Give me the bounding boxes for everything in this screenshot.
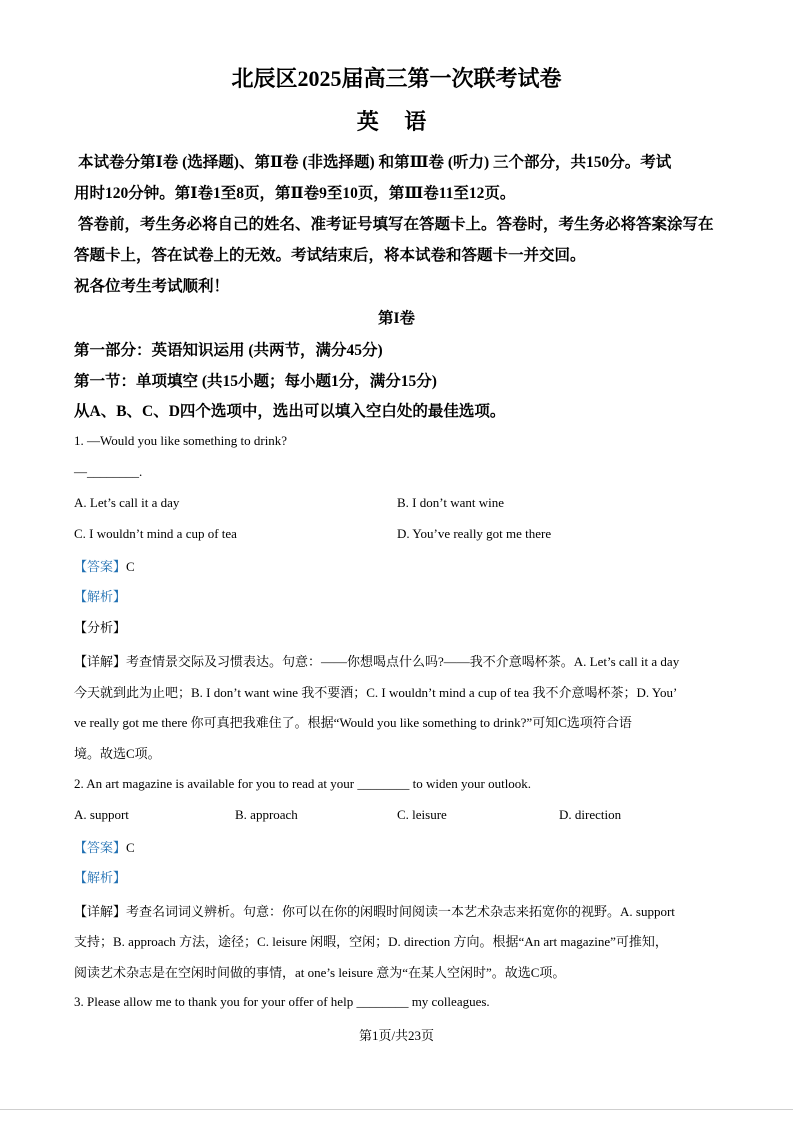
q1-option-c: C. I wouldn’t mind a cup of tea (74, 526, 237, 541)
q2-option-b: B. approach (235, 807, 298, 822)
q1-stem: 1. —Would you like something to drink? (74, 433, 288, 448)
q2-option-a: A. support (74, 807, 129, 822)
q1-detail-line-4: 境。故选C项。 (74, 746, 161, 761)
exam-title: 北辰区2025届高三第一次联考试卷 (231, 66, 562, 91)
q1-analysis-label: 【解析】 (74, 589, 127, 604)
q2-analysis-label: 【解析】 (74, 870, 127, 885)
volume-heading: 第I卷 (377, 310, 416, 327)
q2-option-d: D. direction (559, 807, 622, 822)
bottom-divider (0, 1109, 793, 1110)
q2-answer-value: C (126, 840, 135, 855)
intro-line-1: 本试卷分第Ⅰ卷 (选择题)、第Ⅱ卷 (非选择题) 和第Ⅲ卷 (听力) 三个部分，共150分。考试 (78, 154, 672, 171)
q2-stem: 2. An art magazine is available for you to read at your ________ to widen your outlook. (74, 776, 532, 791)
q2-detail-line-1: 【详解】考查名词词义辨析。句意：你可以在你的闲暇时间阅读一本艺术杂志来拓宽你的视野。A. support (74, 904, 675, 919)
answer-label: 【答案】 (74, 559, 127, 574)
q1-answer-row (74, 556, 135, 575)
q2-detail-line-3: 阅读艺术杂志是在空闲时间做的事情，at one’s leisure 意为“在某人空闲时”。故选C项。 (74, 965, 566, 980)
q1-detail-line-2: 今天就到此为止吧；B. I don’t want wine 我不要酒；C. I wouldn’t mind a cup of tea 我不介意喝杯茶；D. You’ (74, 685, 678, 700)
q2-option-c: C. leisure (397, 807, 447, 822)
q1-answer-value: C (126, 559, 135, 574)
q2-answer-row (74, 837, 135, 856)
instruction: 从A、B、C、D四个选项中，选出可以填入空白处的最佳选项。 (74, 403, 506, 420)
part-heading: 第一部分：英语知识运用 (共两节，满分45分) (74, 342, 383, 359)
intro-line-2: 用时120分钟。第Ⅰ卷1至8页，第Ⅱ卷9至10页，第Ⅲ卷11至12页。 (74, 185, 516, 202)
q2-detail-line-2: 支持；B. approach 方法，途径；C. leisure 闲暇，空闲；D. direction 方向。根据“An art magazine”可推知， (74, 934, 668, 949)
q1-reply: —________. (74, 464, 143, 479)
intro-line-5: 祝各位考生考试顺利！ (74, 278, 230, 295)
detail-label: 【详解】 (74, 904, 127, 919)
q1-fenxi-label: 【分析】 (74, 620, 127, 635)
detail-label: 【详解】 (74, 654, 127, 669)
q1-detail-line-3: ve really got me there 你可真把我难住了。根据“Would you like something to drink?”可知C选项符合语 (74, 715, 632, 730)
subsection-heading: 第一节：单项填空 (共15小题；每小题1分，满分15分) (74, 373, 437, 390)
answer-label: 【答案】 (74, 840, 127, 855)
q1-option-d: D. You’ve really got me there (397, 526, 552, 541)
intro-line-4: 答题卡上，答在试卷上的无效。考试结束后，将本试卷和答题卡一并交回。 (74, 247, 586, 264)
page-footer: 第1页/共23页 (358, 1028, 435, 1043)
subject-title: 英 语 (356, 109, 437, 134)
q1-detail-line-1: 【详解】考查情景交际及习惯表达。句意：——你想喝点什么吗?——我不介意喝杯茶。A. Let’s call it a day (74, 654, 680, 669)
q1-option-b: B. I don’t want wine (397, 495, 504, 510)
q3-stem: 3. Please allow me to thank you for your offer of help ________ my colleagues. (74, 994, 490, 1009)
intro-line-3: 答卷前，考生务必将自己的姓名、准考证号填写在答题卡上。答卷时，考生务必将答案涂写在 (78, 216, 714, 233)
q1-option-a: A. Let’s call it a day (74, 495, 180, 510)
